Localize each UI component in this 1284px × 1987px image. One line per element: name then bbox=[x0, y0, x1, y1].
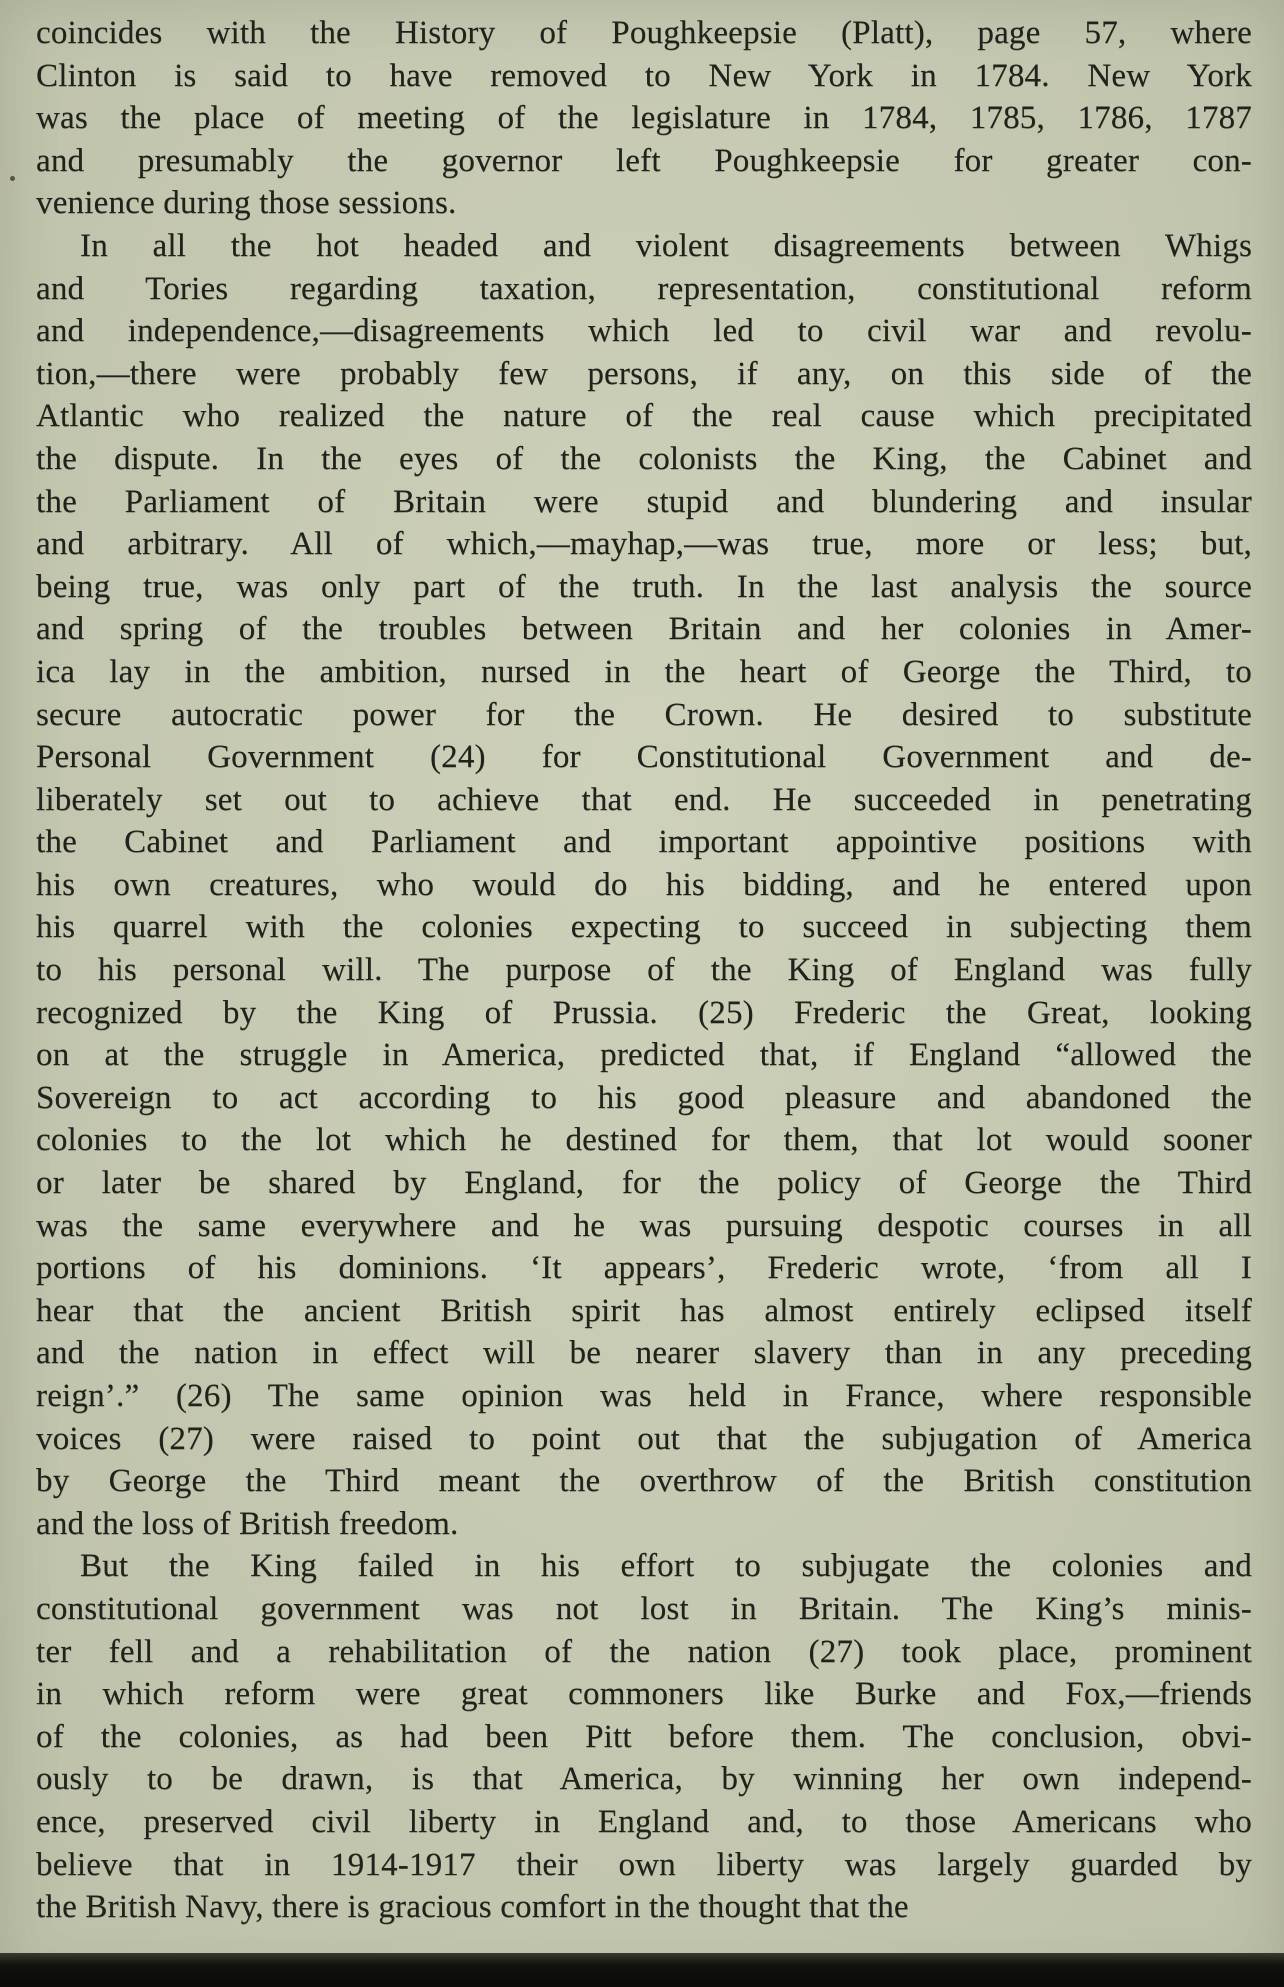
text-line: But the King failed in his effort to subjugate the colonies and bbox=[80, 1548, 1252, 1585]
text-line: Personal Government (24) for Constitutional Government and de- bbox=[36, 739, 1252, 776]
text-line: Clinton is said to have removed to New York in 1784. New York bbox=[36, 57, 1252, 94]
text-line: venience during those sessions. bbox=[36, 185, 457, 222]
text-line: ously to be drawn, is that America, by winning her own independ- bbox=[36, 1761, 1252, 1798]
paragraph bbox=[36, 225, 1252, 1545]
text-line: voices (27) were raised to point out that the subjugation of America bbox=[36, 1420, 1252, 1457]
text-line: liberately set out to achieve that end. He succeeded in penetrating bbox=[36, 781, 1252, 818]
text-block bbox=[36, 12, 1252, 1929]
text-line: the British Navy, there is gracious comfort in the thought that the bbox=[36, 1889, 909, 1926]
text-line: on at the struggle in America, predicted that, if England “allowed the bbox=[36, 1037, 1252, 1074]
text-line: and spring of the troubles between Britain and her colonies in Amer- bbox=[36, 611, 1252, 648]
paragraph bbox=[36, 1545, 1252, 1928]
text-line: ter fell and a rehabilitation of the nation (27) took place, prominent bbox=[36, 1633, 1252, 1670]
text-line: ica lay in the ambition, nursed in the heart of George the Third, to bbox=[36, 653, 1252, 690]
scan-edge-bar bbox=[0, 1953, 1284, 1987]
text-line: and the loss of British freedom. bbox=[36, 1505, 459, 1542]
text-line: was the same everywhere and he was pursuing despotic courses in all bbox=[36, 1207, 1252, 1244]
text-line: and independence,—disagreements which led to civil war and revolu- bbox=[36, 313, 1252, 350]
text-line: In all the hot headed and violent disagreements between Whigs bbox=[80, 227, 1252, 264]
text-line: colonies to the lot which he destined for them, that lot would sooner bbox=[36, 1122, 1252, 1159]
text-line: of the colonies, as had been Pitt before them. The conclusion, obvi- bbox=[36, 1718, 1252, 1755]
text-line: or later be shared by England, for the policy of George the Third bbox=[36, 1165, 1252, 1202]
text-line: and presumably the governor left Poughkeepsie for greater con- bbox=[36, 142, 1252, 179]
text-line: in which reform were great commoners like Burke and Fox,—friends bbox=[36, 1676, 1252, 1713]
text-line: constitutional government was not lost in Britain. The King’s minis- bbox=[36, 1590, 1252, 1627]
text-line: coincides with the History of Poughkeepsie (Platt), page 57, where bbox=[36, 15, 1252, 51]
text-line: the Parliament of Britain were stupid and blundering and insular bbox=[36, 483, 1252, 520]
text-line: tion,—there were probably few persons, if any, on this side of the bbox=[36, 355, 1252, 392]
text-line: and the nation in effect will be nearer slavery than in any preceding bbox=[36, 1335, 1252, 1372]
scan-artifact-speck bbox=[10, 176, 15, 181]
text-line: ence, preserved civil liberty in England and, to those Americans who bbox=[36, 1803, 1252, 1840]
text-line: Sovereign to act according to his good pleasure and abandoned the bbox=[36, 1079, 1252, 1116]
text-line: believe that in 1914-1917 their own liberty was largely guarded by bbox=[36, 1846, 1252, 1883]
text-line: reign’.” (26) The same opinion was held in France, where responsible bbox=[36, 1378, 1252, 1414]
text-line: Atlantic who realized the nature of the real cause which precipitated bbox=[36, 398, 1252, 435]
text-line: by George the Third meant the overthrow of the British constitution bbox=[36, 1463, 1252, 1500]
text-line: being true, was only part of the truth. In the last analysis the source bbox=[36, 568, 1252, 605]
paragraph bbox=[36, 12, 1252, 225]
text-line: recognized by the King of Prussia. (25) Frederic the Great, looking bbox=[36, 994, 1252, 1031]
text-line: his own creatures, who would do his bidding, and he entered upon bbox=[36, 866, 1252, 903]
text-line: secure autocratic power for the Crown. He desired to substitute bbox=[36, 696, 1252, 733]
text-line: was the place of meeting of the legislature in 1784, 1785, 1786, 1787 bbox=[36, 100, 1252, 137]
text-line: portions of his dominions. ‘It appears’, Frederic wrote, ‘from all I bbox=[36, 1250, 1252, 1287]
text-line: and arbitrary. All of which,—mayhap,—was true, more or less; but, bbox=[36, 526, 1252, 563]
text-line: his quarrel with the colonies expecting to succeed in subjecting them bbox=[36, 909, 1252, 946]
text-line: the dispute. In the eyes of the colonists the King, the Cabinet and bbox=[36, 440, 1252, 477]
text-line: hear that the ancient British spirit has almost entirely eclipsed itself bbox=[36, 1292, 1252, 1329]
text-line: to his personal will. The purpose of the King of England was fully bbox=[36, 952, 1252, 989]
text-line: the Cabinet and Parliament and important appointive positions with bbox=[36, 824, 1252, 861]
text-line: and Tories regarding taxation, representation, constitutional reform bbox=[36, 270, 1252, 307]
